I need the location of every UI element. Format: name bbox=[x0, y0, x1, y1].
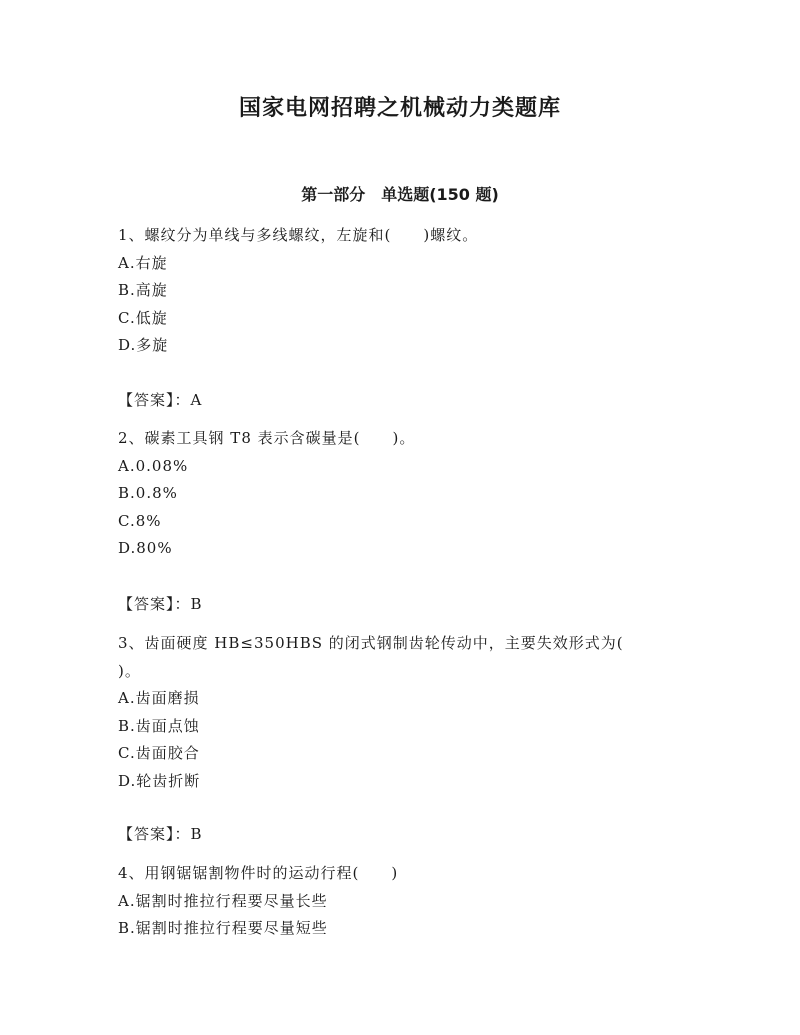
answer-3: 【答案】：B bbox=[118, 825, 203, 843]
question-4 bbox=[118, 860, 678, 943]
option-d: D.80% bbox=[118, 539, 173, 557]
option-c: C.低旋 bbox=[118, 308, 168, 327]
option-b: B.齿面点蚀 bbox=[118, 716, 200, 735]
option-a: A.齿面磨损 bbox=[118, 689, 200, 707]
question-stem: 1、螺纹分为单线与多线螺纹，左旋和( )螺纹。 bbox=[118, 226, 479, 244]
answer-2: 【答案】：B bbox=[118, 595, 203, 613]
option-a: A.右旋 bbox=[118, 253, 168, 272]
question-2 bbox=[118, 425, 678, 563]
document-title: 国家电网招聘之机械动力类题库 bbox=[238, 96, 561, 121]
question-stem: 4、用钢锯锯割物件时的运动行程( ) bbox=[118, 864, 399, 882]
question-stem: 2、碳素工具钢 T8 表示含碳量是( )。 bbox=[118, 429, 416, 447]
question-3 bbox=[118, 630, 678, 795]
question-stem: 3、齿面硬度 HB≤350HBS 的闭式钢制齿轮传动中，主要失效形式为( )。 bbox=[118, 634, 656, 680]
option-b: B.0.8% bbox=[118, 484, 178, 502]
option-b: B.高旋 bbox=[118, 281, 168, 299]
option-b: B.锯割时推拉行程要尽量短些 bbox=[118, 919, 328, 937]
option-d: D.轮齿折断 bbox=[118, 771, 201, 790]
option-c: C.8% bbox=[118, 511, 162, 530]
answer-1: 【答案】：A bbox=[118, 391, 203, 409]
option-c: C.齿面胶合 bbox=[118, 744, 200, 762]
section-heading: 第一部分 单选题(150 题) bbox=[301, 185, 499, 204]
option-a: A.锯割时推拉行程要尽量长些 bbox=[118, 891, 328, 910]
option-a: A.0.08% bbox=[118, 456, 189, 475]
option-d: D.多旋 bbox=[118, 336, 169, 354]
question-1 bbox=[118, 222, 678, 360]
